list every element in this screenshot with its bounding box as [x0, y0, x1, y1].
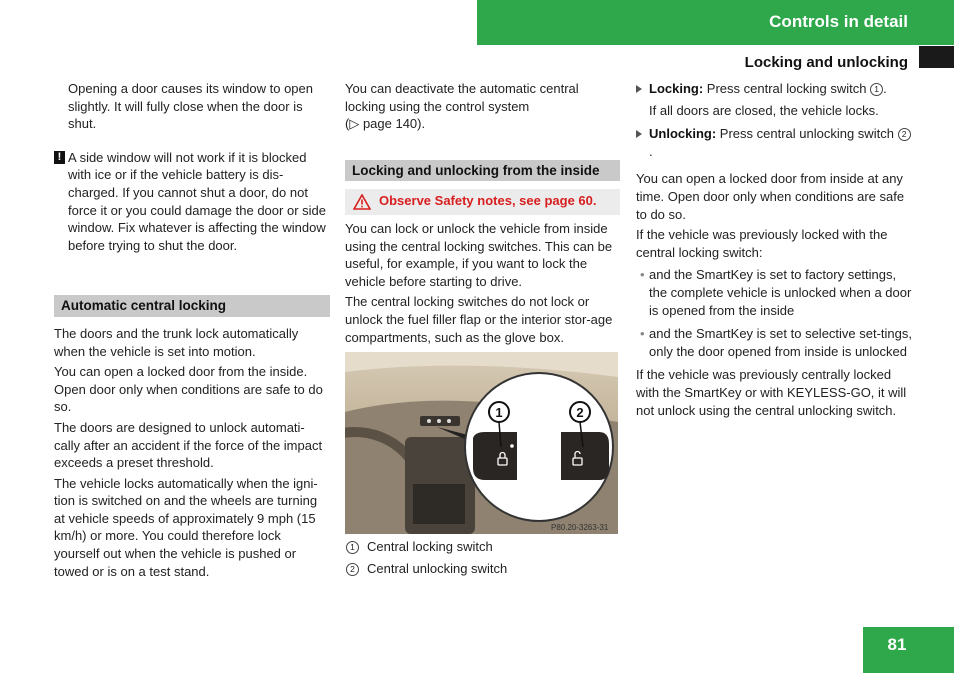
step-locking: Locking: Press central locking switch 1 .: [636, 80, 912, 98]
paragraph-deactivate-text: You can deactivate the automatic central locking using the control system: [345, 81, 579, 114]
locking-text: Press central locking switch: [706, 81, 867, 96]
subsection-title: Locking and unlocking: [744, 54, 908, 71]
locking-label: Locking:: [649, 81, 704, 96]
caption-text-2: Central unlocking switch: [367, 560, 508, 576]
bullet-factory-text: and the SmartKey is set to factory settings, the complete vehicle is unlocked when a door is opened from the inside: [649, 267, 912, 318]
page-number: 81: [887, 635, 907, 654]
section-tab-marker: [919, 46, 954, 68]
warning-triangle-icon: [353, 194, 371, 210]
caution-note-text: A side window will not work if it is blocked with ice or if the vehicle battery is dis-charged. If you cannot shut a door, do not force it or you could damage the door or side window. Fix whatever is affecting the window before trying to shut the door.: [68, 149, 326, 253]
caption-num-1: 1: [346, 541, 359, 554]
paragraph-speed-lock: The vehicle locks automatically when the igni-tion is switched on and the wheels are turning at vehicle speeds of approximately 9 mph (15 km/h) or more. You could therefore lock yourself out when the vehicle is pushed or towed or is on a test stand.: [54, 475, 318, 579]
caption-num-2: 2: [346, 563, 359, 576]
exclamation-icon: !: [54, 151, 65, 164]
arrow-bullet-icon: [636, 130, 642, 138]
step-unlocking: Unlocking: Press central unlocking switch 2.: [636, 125, 912, 160]
unlocking-switch-num: 2: [898, 128, 911, 141]
paragraph-open-anytime: You can open a locked door from inside at any time. Open door only when conditions are safe to do so.: [636, 171, 905, 222]
callout-2-label: 2: [576, 405, 584, 421]
paragraph-previously-locked: If the vehicle was previously locked with the central locking switch:: [636, 227, 888, 260]
heading-automatic-central-locking: Automatic central locking: [54, 295, 330, 317]
unlocking-text: Press central unlocking switch: [719, 126, 894, 142]
paragraph-auto-lock: The doors and the trunk lock automatically when the vehicle is set into motion.: [54, 325, 299, 359]
paragraph-accident-unlock: The doors are designed to unlock automati-cally after an accident if the force of the impact exceeds a preset threshold.: [54, 419, 323, 471]
callout-1-label: 1: [495, 405, 503, 421]
locking-switch-num: 1: [870, 83, 883, 96]
paragraph-fuel-flap: The central locking switches do not lock or unlock the fuel filler flap or the interior stor-age compartments, such as the glove box.: [345, 294, 613, 345]
caption-central-unlocking: [345, 560, 620, 578]
caption-text-1: Central locking switch: [367, 539, 493, 555]
paragraph-window-open: Opening a door causes its window to open slightly. It will fully close when the door is shut.: [68, 81, 313, 132]
bullet-selective-text: and the SmartKey is set to selective set-tings, only the door opened from inside is unlocked: [649, 326, 913, 359]
safety-warning: [345, 189, 620, 215]
column-1: [54, 80, 330, 583]
paragraph-lock-unlock-inside: You can lock or unlock the vehicle from inside using the central locking switches. This can be useful, for example, if you want to lock the vehicle before starting to drive.: [345, 220, 613, 289]
section-title: Controls in detail: [769, 12, 908, 31]
column-3: [636, 80, 912, 422]
paragraph-open-inside: You can open a locked door from the inside. Open door only when conditions are safe to do so.: [54, 364, 323, 415]
bullet-dot: •: [640, 326, 645, 342]
column-2: [345, 80, 620, 577]
bullet-selective-settings: [636, 325, 912, 360]
page-number-box: [863, 627, 954, 673]
dashboard-illustration: [345, 352, 618, 534]
page-reference-link[interactable]: (▷ page 140).: [345, 116, 426, 132]
safety-warning-text[interactable]: Observe Safety notes, see page 60.: [379, 193, 597, 209]
bullet-dot: •: [640, 267, 645, 283]
bullet-factory-settings: [636, 266, 912, 319]
unlocking-label: Unlocking:: [649, 126, 717, 142]
caption-central-locking: [345, 538, 620, 556]
arrow-bullet-icon: [636, 85, 642, 93]
dashboard-photo: [345, 352, 618, 534]
locking-result: If all doors are closed, the vehicle locks.: [649, 102, 879, 118]
paragraph-keyless-go: If the vehicle was previously centrally locked with the SmartKey or with KEYLESS-GO, it will not unlock using the central unlocking switch.: [636, 367, 907, 418]
paragraph-deactivate: [345, 80, 620, 133]
heading-locking-from-inside: Locking and unlocking from the inside: [345, 160, 620, 182]
image-code: P80.20-3263-31: [551, 523, 609, 533]
caution-note: [54, 149, 330, 255]
